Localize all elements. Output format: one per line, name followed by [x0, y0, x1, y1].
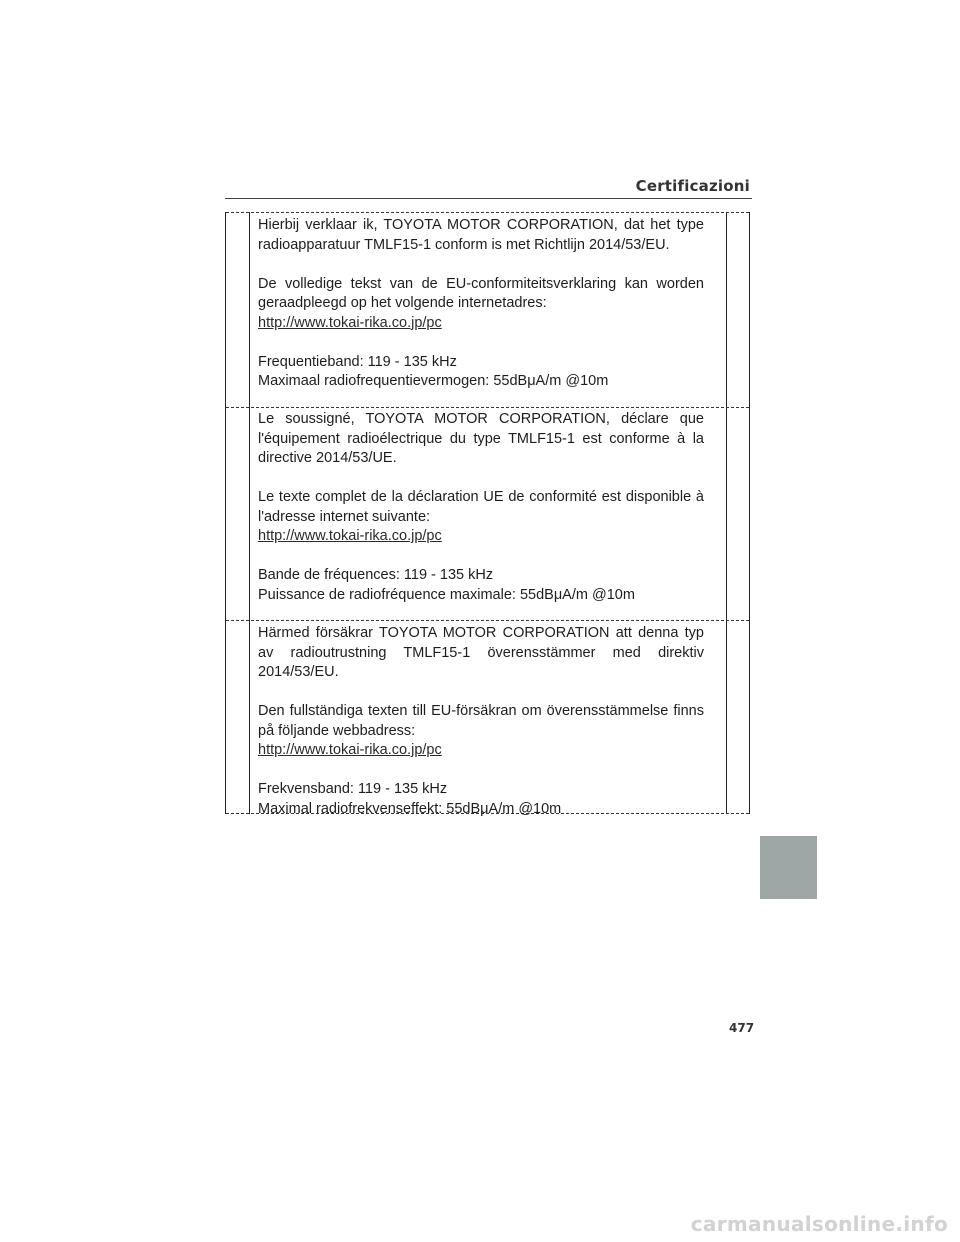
rf-power-text: Maximal radiofrekvenseffekt: 55dBμA/m @10m	[258, 800, 562, 817]
availability-text: Le texte complet de la déclaration UE de conformité est disponible à l'adresse internet suivante:	[258, 489, 704, 525]
table-row-rule-1	[226, 407, 749, 408]
page-header-title: Certificazioni	[635, 177, 750, 195]
declaration-text: Hierbij verklaar ik, TOYOTA MOTOR CORPORATION, dat het type radioapparatuur TMLF15-1 conform is met Richtlijn 2014/53/EU.	[258, 217, 704, 253]
declaration-url-link[interactable]: http://www.tokai-rika.co.jp/pc	[258, 742, 442, 758]
declaration-text: Härmed försäkrar TOYOTA MOTOR CORPORATION att denna typ av radioutrustning TMLF15-1 överensstämmer med direktiv 2014/53/EU.	[258, 625, 704, 680]
table-row-rule-top	[226, 212, 749, 213]
page-number: 477	[729, 1021, 755, 1035]
section-swedish	[258, 624, 704, 819]
watermark-text: carmanualsonline.info	[690, 1212, 948, 1236]
declaration-url-link[interactable]: http://www.tokai-rika.co.jp/pc	[258, 314, 442, 331]
header-rule	[225, 198, 752, 199]
frequency-band-text: Frekvensband: 119 - 135 kHz	[258, 781, 448, 797]
availability-text: De volledige tekst van de EU-conformiteitsverklaring kan worden geraadpleegd op het volgende internetadres:	[258, 275, 704, 311]
declaration-text: Le soussigné, TOYOTA MOTOR CORPORATION, déclare que l'équipement radioélectrique du type TMLF15-1 est conforme à la directive 2014/53/UE.	[258, 411, 704, 466]
frequency-band-text: Frequentieband: 119 - 135 kHz	[258, 353, 457, 370]
rf-power-text: Maximaal radiofrequentievermogen: 55dBμA/m @10m	[258, 373, 609, 389]
table-column-rule-right	[726, 212, 727, 814]
rf-power-text: Puissance de radiofréquence maximale: 55dBμA/m @10m	[258, 586, 635, 603]
availability-text: Den fullständiga texten till EU-försäkran om överensstämmelse finns på följande webbadress:	[258, 703, 704, 739]
section-dutch	[258, 216, 704, 392]
table-row-rule-2	[226, 620, 749, 621]
chapter-side-tab	[760, 836, 817, 899]
section-french	[258, 410, 704, 605]
table-column-rule-left	[249, 212, 250, 814]
certification-table	[225, 212, 750, 817]
frequency-band-text: Bande de fréquences: 119 - 135 kHz	[258, 567, 494, 583]
declaration-url-link[interactable]: http://www.tokai-rika.co.jp/pc	[258, 528, 442, 544]
